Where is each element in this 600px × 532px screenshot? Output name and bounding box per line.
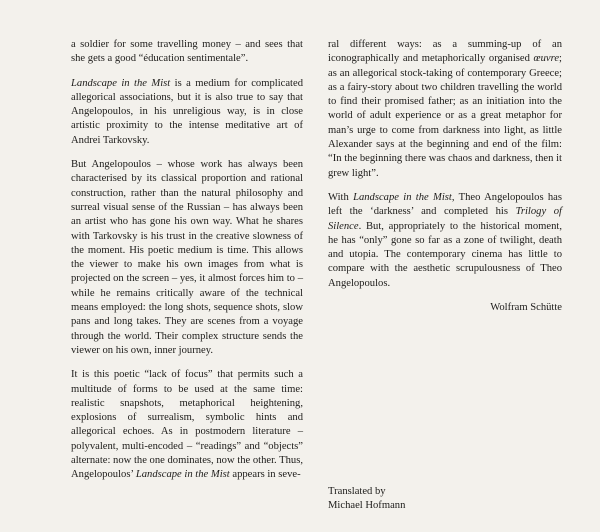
paragraph [71, 77, 303, 148]
paragraph [71, 368, 303, 482]
paragraph [328, 38, 562, 181]
paragraph-text: ; as an allegorical stock-taking of contemporary Greece; as a fairy-story about two children travelling the world to find their promised father; as an initiation into the world of adult experience or as a great metaphor for man’s urge to come from darkness into light, as little Alexander says at the beginning and end of the film: “In the beginning there was chaos and darkness, then it grew light”. [328, 53, 562, 179]
paragraph-text: ral different ways: as a summing-up of an iconographically and metaphorically organised [328, 39, 562, 65]
translator-name: Michael Hofmann [328, 500, 406, 512]
paragraph-text: With [328, 191, 354, 203]
right-column [328, 38, 562, 315]
paragraph-text: is a medium for complicated allegorical associations, but it is also true to say that Angelopoulos, in his unreligious way, is in close artistic proximity to the intense meditative art of Andrei Tarkovsky. [71, 77, 303, 146]
author-signature: Wolfram Schütte [490, 302, 562, 314]
paragraph [71, 38, 303, 67]
oeuvre-word: œuvre [533, 53, 560, 65]
paragraph-text: appears in seve- [229, 469, 301, 481]
paragraph-text: a soldier for some travelling money – and sees that she gets a good “éducation sentimentale”. [71, 39, 303, 65]
paragraph-text: It is this poetic “lack of focus” that permits such a multitude of forms to be used at the same time: realistic snapshots, metaphorical heightening, explosions of surrealism, symbolic hints and allegorical echoes. As in postmodern literature – polyvalent, multi-encoded – “readings” and “objects” alternate: now the one dominates, now the other. Thus, Angelopoulos’ [71, 369, 303, 481]
trilogy-title: Trilogy of Silence [328, 206, 562, 232]
paragraph-text: . But, appropriately to the historical moment, he has “only” gone so far as a zone of twilight, death and utopia. The contemporary cinema has little to compare with the aesthetic scrupulousness of Theo Angelopoulos. [328, 220, 562, 289]
paragraph [328, 191, 562, 291]
paragraph-text: , Theo Angelopoulos has left the ‘darkness’ and completed his [328, 191, 562, 218]
film-title: Landscape in the Mist [71, 77, 171, 89]
left-column [71, 38, 303, 493]
film-title: Landscape in the Mist [353, 191, 452, 203]
film-title: Landscape in the Mist [135, 469, 230, 481]
paragraph [71, 158, 303, 358]
credit-label: Translated by [328, 486, 386, 497]
translator-credit [328, 485, 405, 514]
paragraph-text: But Angelopoulos – whose work has always been characterised by its classical proportion and rational construction, rather than the natural philosophy and surreal visual sense of the Russian – has always been an artist who has gone his own way. What he shares with Tarkovsky is his trust in the creative slowness of the moment. His poetic medium is time. This allows the viewer to make his own images from what is projected on the screen – yes, it almost forces him to – while he remains critically aware of the technical means employed: the long shots, sequence shots, slow pans and long takes. They are scenes from a voyage through the world. Their complex structure sends the viewer on his own, inner journey. [71, 159, 303, 356]
